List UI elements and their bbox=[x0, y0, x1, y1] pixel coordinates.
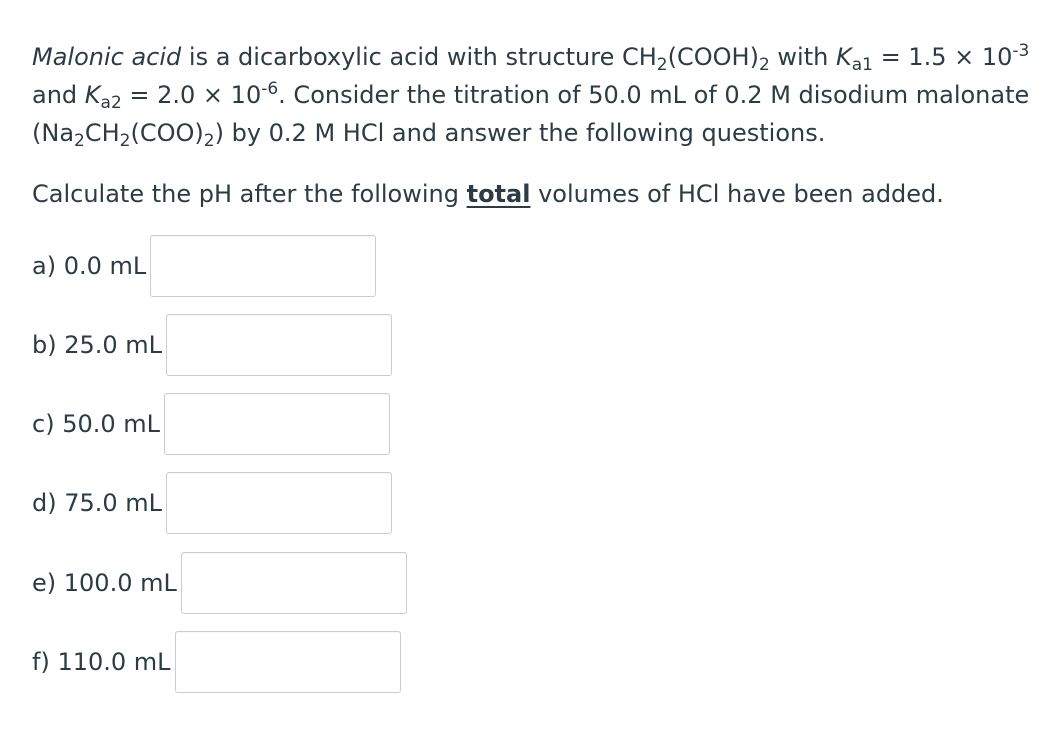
answer-input-e[interactable] bbox=[181, 552, 407, 614]
question-line-3: $(Na_2CH_2(COO)_2)$ by 0.2 M HCl and answer the following questions. bbox=[32, 119, 826, 151]
ka2-symbol: K bbox=[84, 81, 101, 109]
answer-label-f: f) 110.0 mL bbox=[32, 648, 171, 676]
answer-row-f bbox=[32, 630, 401, 694]
question-line-2: and $K_{a2} = 2.0 \times 10^{-6}$. Consider the titration of 50.0 mL of 0.2 M disodium malonate bbox=[32, 79, 1030, 113]
ka1-symbol: K bbox=[835, 43, 852, 71]
question-line-1: Malonic acid is a dicarboxylic acid with structure $CH_2(COOH)_2$ with $K_{a1} = 1.5 \times 10^{-3}$ bbox=[32, 41, 1030, 75]
answer-input-b[interactable] bbox=[166, 314, 392, 376]
answer-row-e bbox=[32, 551, 407, 615]
answer-input-c[interactable] bbox=[164, 393, 390, 455]
answer-row-d bbox=[32, 471, 392, 535]
answer-label-e: e) 100.0 mL bbox=[32, 569, 177, 597]
total-emphasis: total bbox=[466, 180, 531, 208]
answer-row-b bbox=[32, 313, 392, 377]
answer-label-b: b) 25.0 mL bbox=[32, 331, 163, 359]
answer-label-a: a) 0.0 mL bbox=[32, 252, 147, 280]
answer-input-a[interactable] bbox=[150, 235, 376, 297]
answer-label-c: c) 50.0 mL bbox=[32, 410, 161, 438]
calculation-prompt: Calculate the pH after the following total volumes of HCl have been added. bbox=[32, 180, 944, 208]
malonic-acid-name: Malonic acid bbox=[32, 43, 182, 71]
answer-label-d: d) 75.0 mL bbox=[32, 489, 163, 517]
answer-row-c bbox=[32, 392, 390, 456]
answer-input-f[interactable] bbox=[175, 631, 401, 693]
answer-row-a bbox=[32, 234, 376, 298]
answer-input-d[interactable] bbox=[166, 472, 392, 534]
question-text bbox=[32, 38, 1032, 152]
